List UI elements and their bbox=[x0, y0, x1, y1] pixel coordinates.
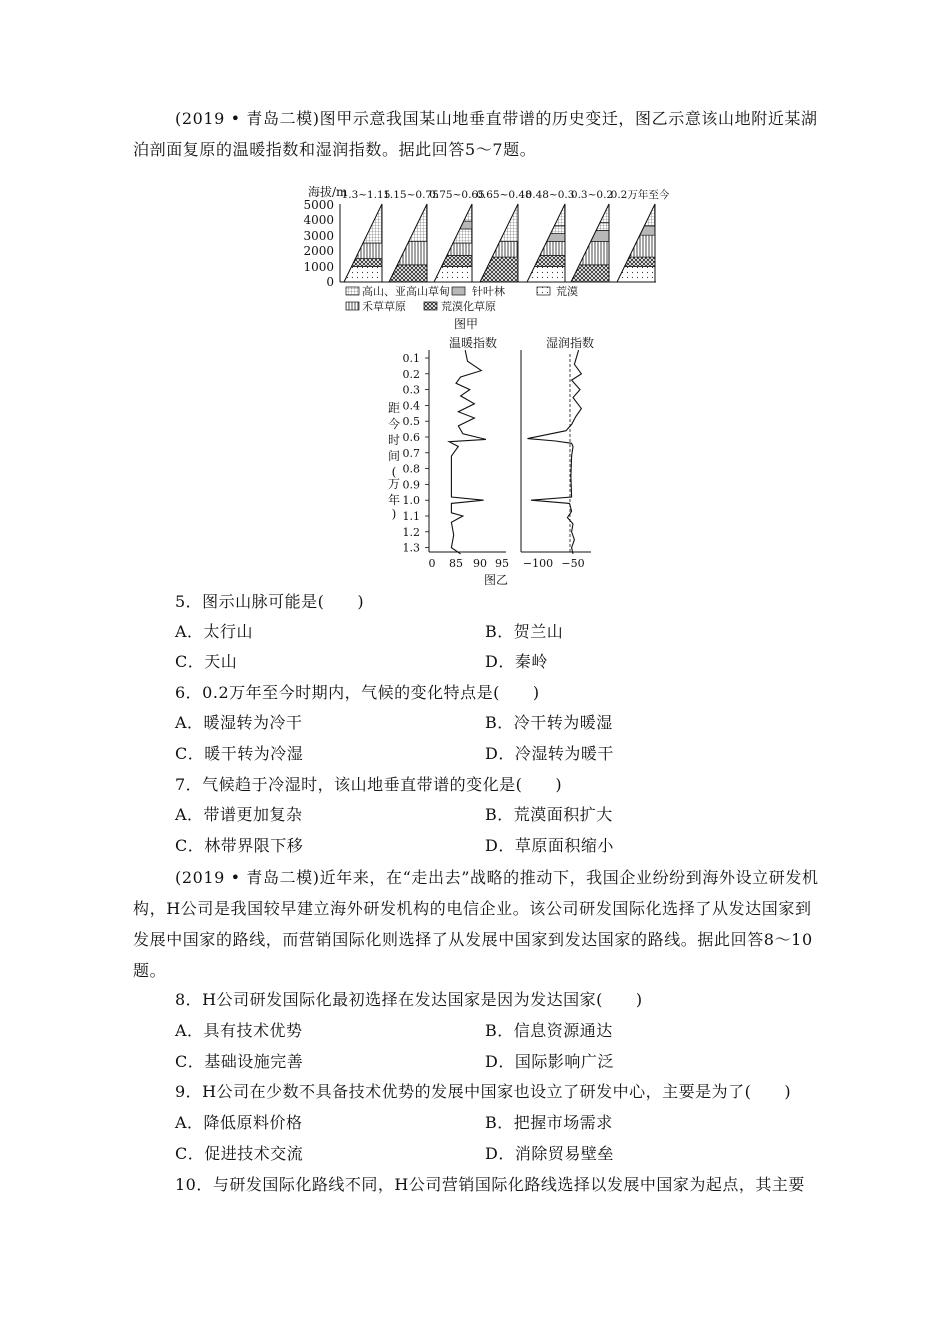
ytick: 1.1 bbox=[402, 510, 420, 523]
figure-b-curves bbox=[449, 350, 581, 554]
figure-b-wet-xticks bbox=[523, 557, 585, 570]
question-9-option-a[interactable]: A．降低原料价格 bbox=[175, 1113, 303, 1132]
figure-b-warm-title: 温暖指数 bbox=[448, 336, 498, 350]
xtick: −50 bbox=[561, 557, 585, 570]
question-6-option-d[interactable]: D．冷湿转为暖干 bbox=[485, 744, 614, 763]
question-5-stem: 5．图示山脉可能是( ) bbox=[175, 592, 365, 611]
period-label: 0.75~0.65 bbox=[429, 189, 485, 201]
period-label: 1.3~1.15 bbox=[341, 189, 391, 201]
warm-index-curve bbox=[449, 350, 486, 554]
zone-band bbox=[579, 241, 609, 264]
wet-index-curve bbox=[528, 350, 582, 554]
ytick: 0.7 bbox=[402, 446, 420, 460]
question-5-option-b[interactable]: B．贺兰山 bbox=[485, 622, 564, 641]
question-5-option-d[interactable]: D．秦岭 bbox=[485, 652, 548, 671]
xtick: −100 bbox=[522, 557, 554, 570]
question-7-option-d[interactable]: D．草原面积缩小 bbox=[485, 836, 614, 855]
ylabel-char: 间 bbox=[387, 449, 401, 463]
ytick: 0 bbox=[326, 275, 334, 289]
ylabel-char: 今 bbox=[387, 417, 401, 431]
ytick: 4000 bbox=[303, 213, 334, 227]
figure-b-yticks bbox=[403, 352, 430, 555]
legend-label: 禾草草原 bbox=[362, 300, 406, 313]
figure-a-yticks bbox=[303, 198, 334, 289]
zone-band bbox=[453, 229, 472, 243]
figure-a-period-labels bbox=[342, 188, 670, 201]
legend-label: 荒漠 bbox=[556, 285, 578, 298]
question-6-option-c[interactable]: C．暖干转为冷湿 bbox=[175, 744, 304, 763]
question-8-option-c[interactable]: C．基础设施完善 bbox=[175, 1052, 304, 1071]
intro-passage-2: (2019 • 青岛二模)近年来，在“走出去”战略的推动下，我国企业纷纷到海外设立研发机构，H公司是我国较早建立海外研发机构的电信企业。该公司研发国际化选择了从发达国家到发展中国家的路线，而营销国际化则选择了从发展中国家到发达国家的路线。据此回答8～10题。 bbox=[133, 868, 819, 980]
figure-b-index-curves bbox=[0, 330, 950, 590]
question-7-option-b[interactable]: B．荒漠面积扩大 bbox=[485, 805, 613, 824]
ytick: 2000 bbox=[303, 244, 334, 258]
figure-b-wet-title: 湿润指数 bbox=[545, 336, 595, 350]
ylabel-char: 距 bbox=[387, 401, 401, 415]
question-7-stem: 7．气候趋于冷湿时，该山地垂直带谱的变化是( ) bbox=[175, 775, 563, 794]
ytick: 1.0 bbox=[402, 494, 420, 508]
question-10-stem: 10．与研发国际化路线不同，H公司营销国际化路线选择以发展中国家为起点，其主要 bbox=[175, 1175, 805, 1194]
legend-label: 荒漠化草原 bbox=[441, 300, 496, 313]
legend-label: 针叶林 bbox=[472, 285, 505, 298]
question-9-option-d[interactable]: D．消除贸易壁垒 bbox=[485, 1144, 614, 1163]
figure-a-caption: 图甲 bbox=[453, 317, 479, 331]
ytick: 1.3 bbox=[402, 541, 420, 555]
zone-band bbox=[617, 266, 655, 282]
ytick: 0.5 bbox=[402, 415, 420, 429]
figure-a-profiles bbox=[344, 204, 655, 282]
question-7-option-c[interactable]: C．林带界限下移 bbox=[175, 836, 304, 855]
legend-label: 高山、亚高山草甸 bbox=[362, 285, 450, 298]
zone-band bbox=[447, 243, 472, 255]
question-6-option-b[interactable]: B．冷干转为暖湿 bbox=[485, 713, 613, 732]
zone-band bbox=[629, 235, 655, 257]
question-9-option-b[interactable]: B．把握市场需求 bbox=[485, 1113, 613, 1132]
zone-band bbox=[397, 241, 427, 264]
ytick: 0.2 bbox=[402, 367, 420, 381]
xtick: 90 bbox=[473, 557, 487, 570]
zone-band bbox=[625, 257, 655, 266]
ytick: 0.6 bbox=[402, 431, 420, 444]
zone-band bbox=[571, 265, 609, 282]
question-5-option-c[interactable]: C．天山 bbox=[175, 652, 238, 671]
ylabel-char: 万 bbox=[387, 477, 401, 491]
figure-b-caption: 图乙 bbox=[483, 573, 509, 587]
question-9-option-c[interactable]: C．促进技术交流 bbox=[175, 1144, 304, 1163]
ytick: 3000 bbox=[303, 229, 334, 243]
ytick: 0.9 bbox=[402, 478, 420, 492]
intro-passage-1: (2019 • 青岛二模)图甲示意我国某山地垂直带谱的历史变迁，图乙示意该山地附近某湖泊剖面复原的温暖指数和湿润指数。据此回答5～7题。 bbox=[133, 109, 818, 159]
figure-a-legend bbox=[346, 284, 578, 313]
ytick: 0.1 bbox=[402, 352, 420, 365]
ytick: 0.4 bbox=[402, 399, 420, 413]
period-label: 0.65~0.48 bbox=[476, 189, 532, 201]
ylabel-char: 时 bbox=[387, 433, 401, 447]
ytick: 5000 bbox=[303, 198, 334, 212]
ylabel-char: ( bbox=[391, 465, 397, 479]
xtick: 0 bbox=[428, 557, 436, 570]
ytick: 1000 bbox=[303, 260, 334, 274]
ytick: 0.3 bbox=[402, 383, 420, 397]
question-9-stem: 9．H公司在少数不具备技术优势的发展中国家也设立了研发中心，主要是为了( ) bbox=[175, 1082, 792, 1101]
question-7-option-a[interactable]: A．带谱更加复杂 bbox=[175, 805, 303, 824]
period-label: 0.3~0.2 bbox=[570, 189, 614, 201]
question-8-option-d[interactable]: D．国际影响广泛 bbox=[485, 1052, 614, 1071]
figure-a-yaxis-label: 海拔/m bbox=[308, 185, 348, 199]
period-label: 1.15~0.75 bbox=[383, 189, 439, 201]
zone-band bbox=[527, 266, 565, 282]
question-8-option-b[interactable]: B．信息资源通达 bbox=[485, 1021, 613, 1040]
question-6-stem: 6．0.2万年至今时期内，气候的变化特点是( ) bbox=[175, 683, 540, 702]
question-5-option-a[interactable]: A．太行山 bbox=[175, 622, 254, 641]
question-6-option-a[interactable]: A．暖湿转为冷干 bbox=[175, 713, 303, 732]
question-8-option-a[interactable]: A．具有技术优势 bbox=[175, 1021, 303, 1040]
period-label: 0.48~0.3 bbox=[525, 189, 575, 201]
xtick: 95 bbox=[495, 557, 509, 570]
xtick: 85 bbox=[449, 557, 463, 570]
ylabel-char: 年 bbox=[387, 493, 401, 507]
ylabel-char: ) bbox=[391, 507, 397, 521]
period-label: 0.2万年至今 bbox=[610, 189, 670, 201]
figure-b-warm-xticks bbox=[429, 557, 510, 570]
zone-band bbox=[352, 259, 382, 267]
question-8-stem: 8．H公司研发国际化最初选择在发达国家是因为发达国家( ) bbox=[175, 990, 643, 1009]
zone-band bbox=[434, 266, 472, 282]
ytick: 0.8 bbox=[402, 462, 420, 476]
zone-band bbox=[389, 265, 427, 282]
figure-b-ylabel bbox=[388, 401, 400, 521]
zone-band bbox=[344, 266, 382, 282]
ytick: 1.2 bbox=[402, 525, 420, 539]
